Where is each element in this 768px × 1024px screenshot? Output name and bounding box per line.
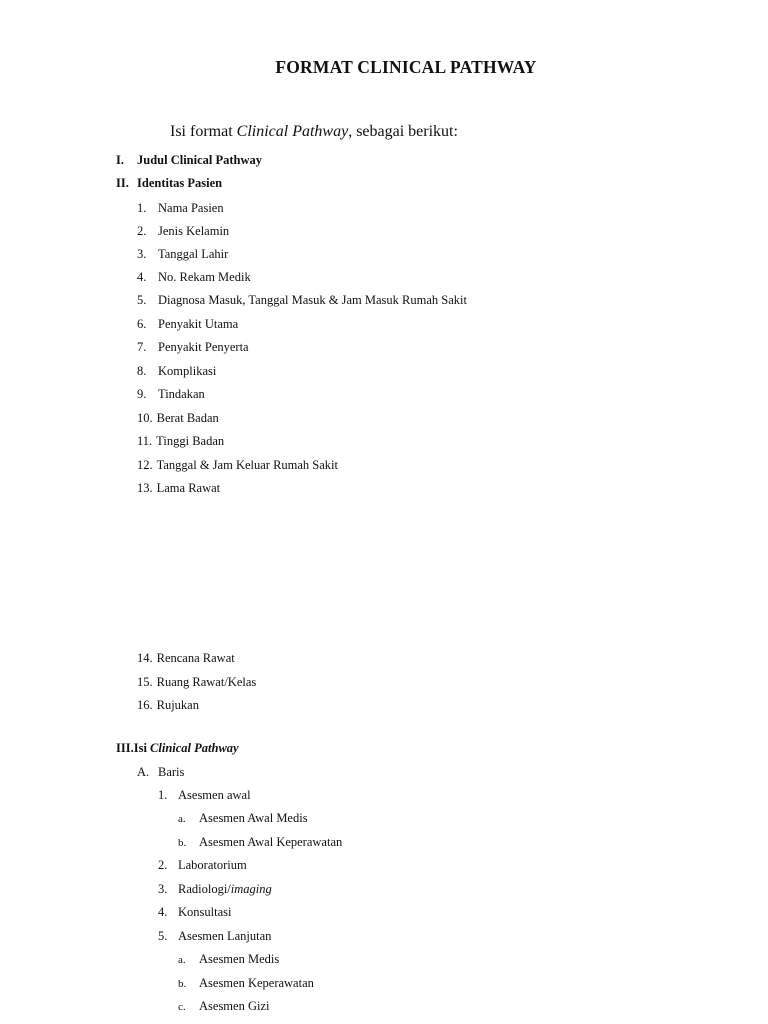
list-item-text: Rujukan <box>156 698 199 712</box>
list-item-text: Asesmen Awal Medis <box>199 811 308 825</box>
section-3-heading <box>116 740 239 756</box>
subsection-a <box>137 764 184 780</box>
list-item-letter: a. <box>178 954 186 966</box>
list-item <box>137 363 216 379</box>
list-item <box>137 386 205 402</box>
section-3-label-plain: Isi <box>133 741 151 755</box>
list-item-text-italic: imaging <box>230 882 272 896</box>
list-item-text: Asesmen Lanjutan <box>178 929 272 943</box>
list-item <box>137 410 219 426</box>
list-item <box>137 223 229 239</box>
list-item-text: Asesmen Medis <box>199 952 280 966</box>
list-item-number: 15. <box>137 675 153 689</box>
list-item-text: Jenis Kelamin <box>158 224 230 238</box>
list-item <box>178 998 269 1015</box>
list-item-number: 3. <box>158 882 168 896</box>
intro-text-after: , sebagai berikut: <box>348 123 458 140</box>
list-item <box>137 200 224 216</box>
list-item-text-plain: Radiologi/ <box>178 882 231 896</box>
list-item-text: Asesmen Awal Keperawatan <box>199 835 343 849</box>
section-3-label-italic: Clinical Pathway <box>150 741 239 755</box>
list-item-letter: a. <box>178 813 186 825</box>
list-item <box>137 697 199 713</box>
list-item-number: 12. <box>137 458 153 472</box>
list-item-number: 6. <box>137 317 147 331</box>
section-2-label: Identitas Pasien <box>137 176 223 190</box>
list-item-text: Asesmen Gizi <box>199 999 270 1013</box>
list-item-number: 7. <box>137 340 147 354</box>
list-item <box>158 904 231 920</box>
list-item-text: Penyakit Penyerta <box>158 340 249 354</box>
list-item <box>178 951 279 968</box>
list-item-number: 5. <box>158 929 168 943</box>
section-1-label: Judul Clinical Pathway <box>137 153 263 167</box>
list-item <box>137 246 228 262</box>
list-item-number: 2. <box>158 858 168 872</box>
intro-sentence <box>170 123 458 141</box>
list-item-text: Konsultasi <box>178 905 232 919</box>
list-item <box>158 928 271 944</box>
list-item <box>178 975 314 992</box>
list-item-text: Asesmen Keperawatan <box>199 976 314 990</box>
list-item <box>158 787 251 803</box>
list-item <box>178 810 308 827</box>
list-item-number: 8. <box>137 364 147 378</box>
list-item <box>178 834 342 851</box>
list-item-letter: b. <box>178 978 187 990</box>
document-title: FORMAT CLINICAL PATHWAY <box>275 57 537 77</box>
list-item-text: Berat Badan <box>156 411 219 425</box>
list-item-number: 1. <box>158 788 168 802</box>
intro-text-italic: Clinical Pathway <box>236 123 349 140</box>
subsection-a-text: Baris <box>158 765 185 779</box>
list-item-text: Diagnosa Masuk, Tanggal Masuk & Jam Masuk Rumah Sakit <box>158 293 467 307</box>
list-item-text: Tanggal & Jam Keluar Rumah Sakit <box>156 458 339 472</box>
list-item-text: Tindakan <box>158 387 205 401</box>
list-item-text: Tinggi Badan <box>156 434 225 448</box>
list-item-text: No. Rekam Medik <box>158 270 251 284</box>
list-item-letter: b. <box>178 837 187 849</box>
list-item <box>137 316 238 332</box>
list-item <box>137 480 220 496</box>
list-item-number: 11. <box>137 434 153 448</box>
list-item-text: Asesmen awal <box>178 788 251 802</box>
intro-text-before: Isi format <box>170 123 237 140</box>
list-item-text: Tanggal Lahir <box>158 247 229 261</box>
list-item-number: 5. <box>137 293 147 307</box>
list-item <box>137 650 235 666</box>
list-item <box>137 292 467 308</box>
list-item-text: Nama Pasien <box>158 201 224 215</box>
section-1-number: I. <box>116 153 124 167</box>
list-item-number: 2. <box>137 224 147 238</box>
list-item <box>137 269 251 285</box>
list-item-text: Lama Rawat <box>156 481 221 495</box>
list-item <box>137 457 338 473</box>
list-item-number: 16. <box>137 698 153 712</box>
list-item <box>137 433 224 449</box>
list-item <box>137 674 256 690</box>
list-item-text: Rencana Rawat <box>156 651 235 665</box>
section-2-heading <box>116 175 222 191</box>
list-item <box>137 339 249 355</box>
list-item-text: Ruang Rawat/Kelas <box>156 675 257 689</box>
list-item-number: 1. <box>137 201 147 215</box>
list-item-letter: c. <box>178 1001 186 1013</box>
list-item-text: Komplikasi <box>158 364 217 378</box>
list-item-number: 9. <box>137 387 147 401</box>
list-item-text: Laboratorium <box>178 858 247 872</box>
list-item-text: Penyakit Utama <box>158 317 239 331</box>
list-item-number: 14. <box>137 651 153 665</box>
section-2-number: II. <box>116 176 129 190</box>
list-item-number: 3. <box>137 247 147 261</box>
list-item-number: 10. <box>137 411 153 425</box>
list-item <box>158 881 272 897</box>
section-1-heading <box>116 152 262 168</box>
list-item-number: 4. <box>158 905 168 919</box>
list-item-number: 13. <box>137 481 153 495</box>
list-item-number: 4. <box>137 270 147 284</box>
subsection-a-letter: A. <box>137 765 150 779</box>
list-item <box>158 857 247 873</box>
section-3-number: III. <box>116 741 134 755</box>
